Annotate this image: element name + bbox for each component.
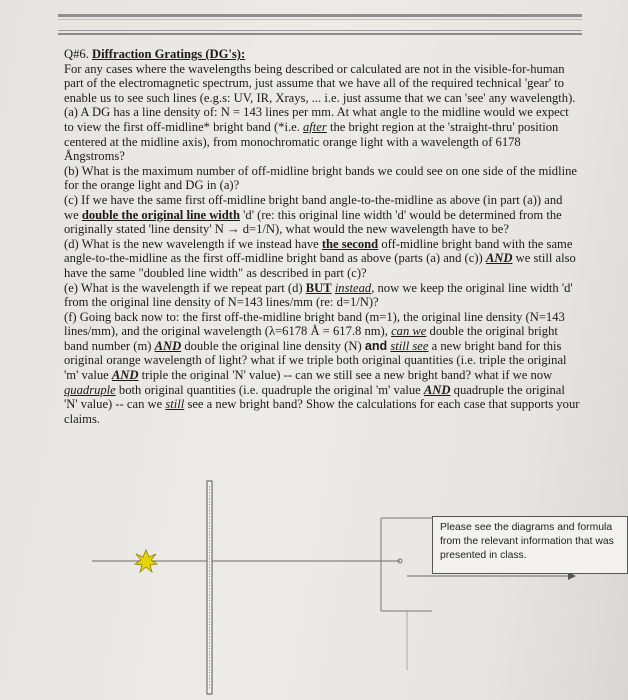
part-d [64, 237, 580, 281]
part-d-and: AND [485, 251, 513, 266]
part-e [64, 281, 580, 310]
part-f-and-2: and [364, 338, 388, 353]
question-heading [64, 47, 580, 62]
part-f-and-4: AND [423, 382, 451, 397]
part-f-text-4: a new bright band for this original orange wavelength of light? what if we triple both original quantities (i.e. triple the original 'm' value [64, 338, 567, 383]
part-f-and-3: AND [111, 368, 139, 383]
part-f-text-5: triple the original 'N' value) -- can we still see a new bright band? what if we now [138, 368, 553, 383]
intro-text: For any cases where the wavelengths being described or calculated are not in the visible-for-human part of the electromagnetic spectrum, just assume that we have all of the required technical 'gear' to enable us to see such lines (e.g.s: UV, IR, Xrays, ... i.e. just assume that we can 'see' any wavelength). [64, 61, 576, 105]
part-f-stillsee: still see [390, 338, 429, 353]
part-a-text: (a) A DG has a line density of: N = 143 lines per mm. At what angle to the midline would we expect to view the first off-midline* bright band (*i.e. [64, 105, 569, 134]
part-f [64, 310, 580, 427]
part-a-text-2: the bright region at the 'straight-thru' position centered at the midline axis), from monochromatic orange light with a wavelength of 6178 Ångstroms? [64, 119, 559, 164]
intro-paragraph [64, 62, 580, 106]
part-e-text: (e) What is the wavelength if we repeat part (d) [64, 280, 306, 295]
part-a-after: after [303, 119, 327, 134]
grating-diagram [0, 480, 628, 700]
part-f-quadruple: quadruple [64, 382, 116, 397]
part-f-text-3: double the original line density (N) [181, 338, 365, 353]
part-c-text: (c) If we have the same first off-midline bright band angle-to-the-midline as above (in part (a)) and we [64, 192, 563, 222]
top-rule-thin [58, 19, 582, 20]
part-f-text-7: quadruple the original 'N' value) -- can we [64, 382, 565, 412]
question-text [64, 47, 580, 426]
class-note-box [432, 516, 628, 574]
top-rule [58, 14, 582, 17]
part-d-text-3: we still also have the same "doubled line width" as described in part (c)? [64, 251, 576, 280]
question-title: Diffraction Gratings (DG's): [92, 47, 246, 61]
part-c-double: double the original line width [81, 207, 240, 222]
part-f-and-1: AND [154, 338, 182, 353]
part-a [64, 105, 580, 163]
part-b-text: (b) What is the maximum number of off-midline bright bands we could see on one side of the midline for the orange light and DG in (a)? [64, 163, 577, 193]
part-c-text-2: 'd' (re: this original line width 'd' would be determined from the originally stated 'line density' N → d=1/N), what would the new wavelength have to be? [64, 207, 562, 237]
part-f-text: (f) Going back now to: the first off-the-midline bright band (m=1), the original line density (N=143 lines/mm), and the original wavelength (λ=6178 Å = 617.8 nm), [64, 309, 565, 339]
part-d-text: (d) What is the new wavelength if we instead have [64, 236, 322, 251]
second-rule [58, 33, 582, 35]
second-rule-thin [58, 30, 582, 31]
part-e-but: BUT [305, 280, 332, 295]
part-d-second: the second [321, 236, 379, 251]
class-note-text: Please see the diagrams and formula from the relevant information that was presented in class. [440, 522, 614, 562]
part-b [64, 164, 580, 193]
part-e-text-2: , now we keep the original line width 'd' from the original line density of N=143 lines/mm (re: d=1/N)? [64, 280, 573, 310]
question-number: Q#6. [64, 47, 89, 61]
part-e-instead: instead [334, 280, 372, 295]
part-f-text-2: double the original bright band number (m) [64, 324, 558, 353]
grating-bar [207, 481, 212, 694]
part-f-still: still [165, 397, 185, 412]
part-d-text-2: off-midline bright band with the same angle-to-the-midline as the first off-midline bright band as above (parts (a) and (c)) [64, 236, 573, 266]
part-f-text-8: see a new bright band? Show the calculations for each case that supports your claims. [64, 397, 580, 426]
part-c [64, 193, 580, 237]
part-f-text-6: both original quantities (i.e. quadruple the original 'm' value [115, 382, 424, 397]
part-f-canwe: can we [391, 324, 427, 339]
